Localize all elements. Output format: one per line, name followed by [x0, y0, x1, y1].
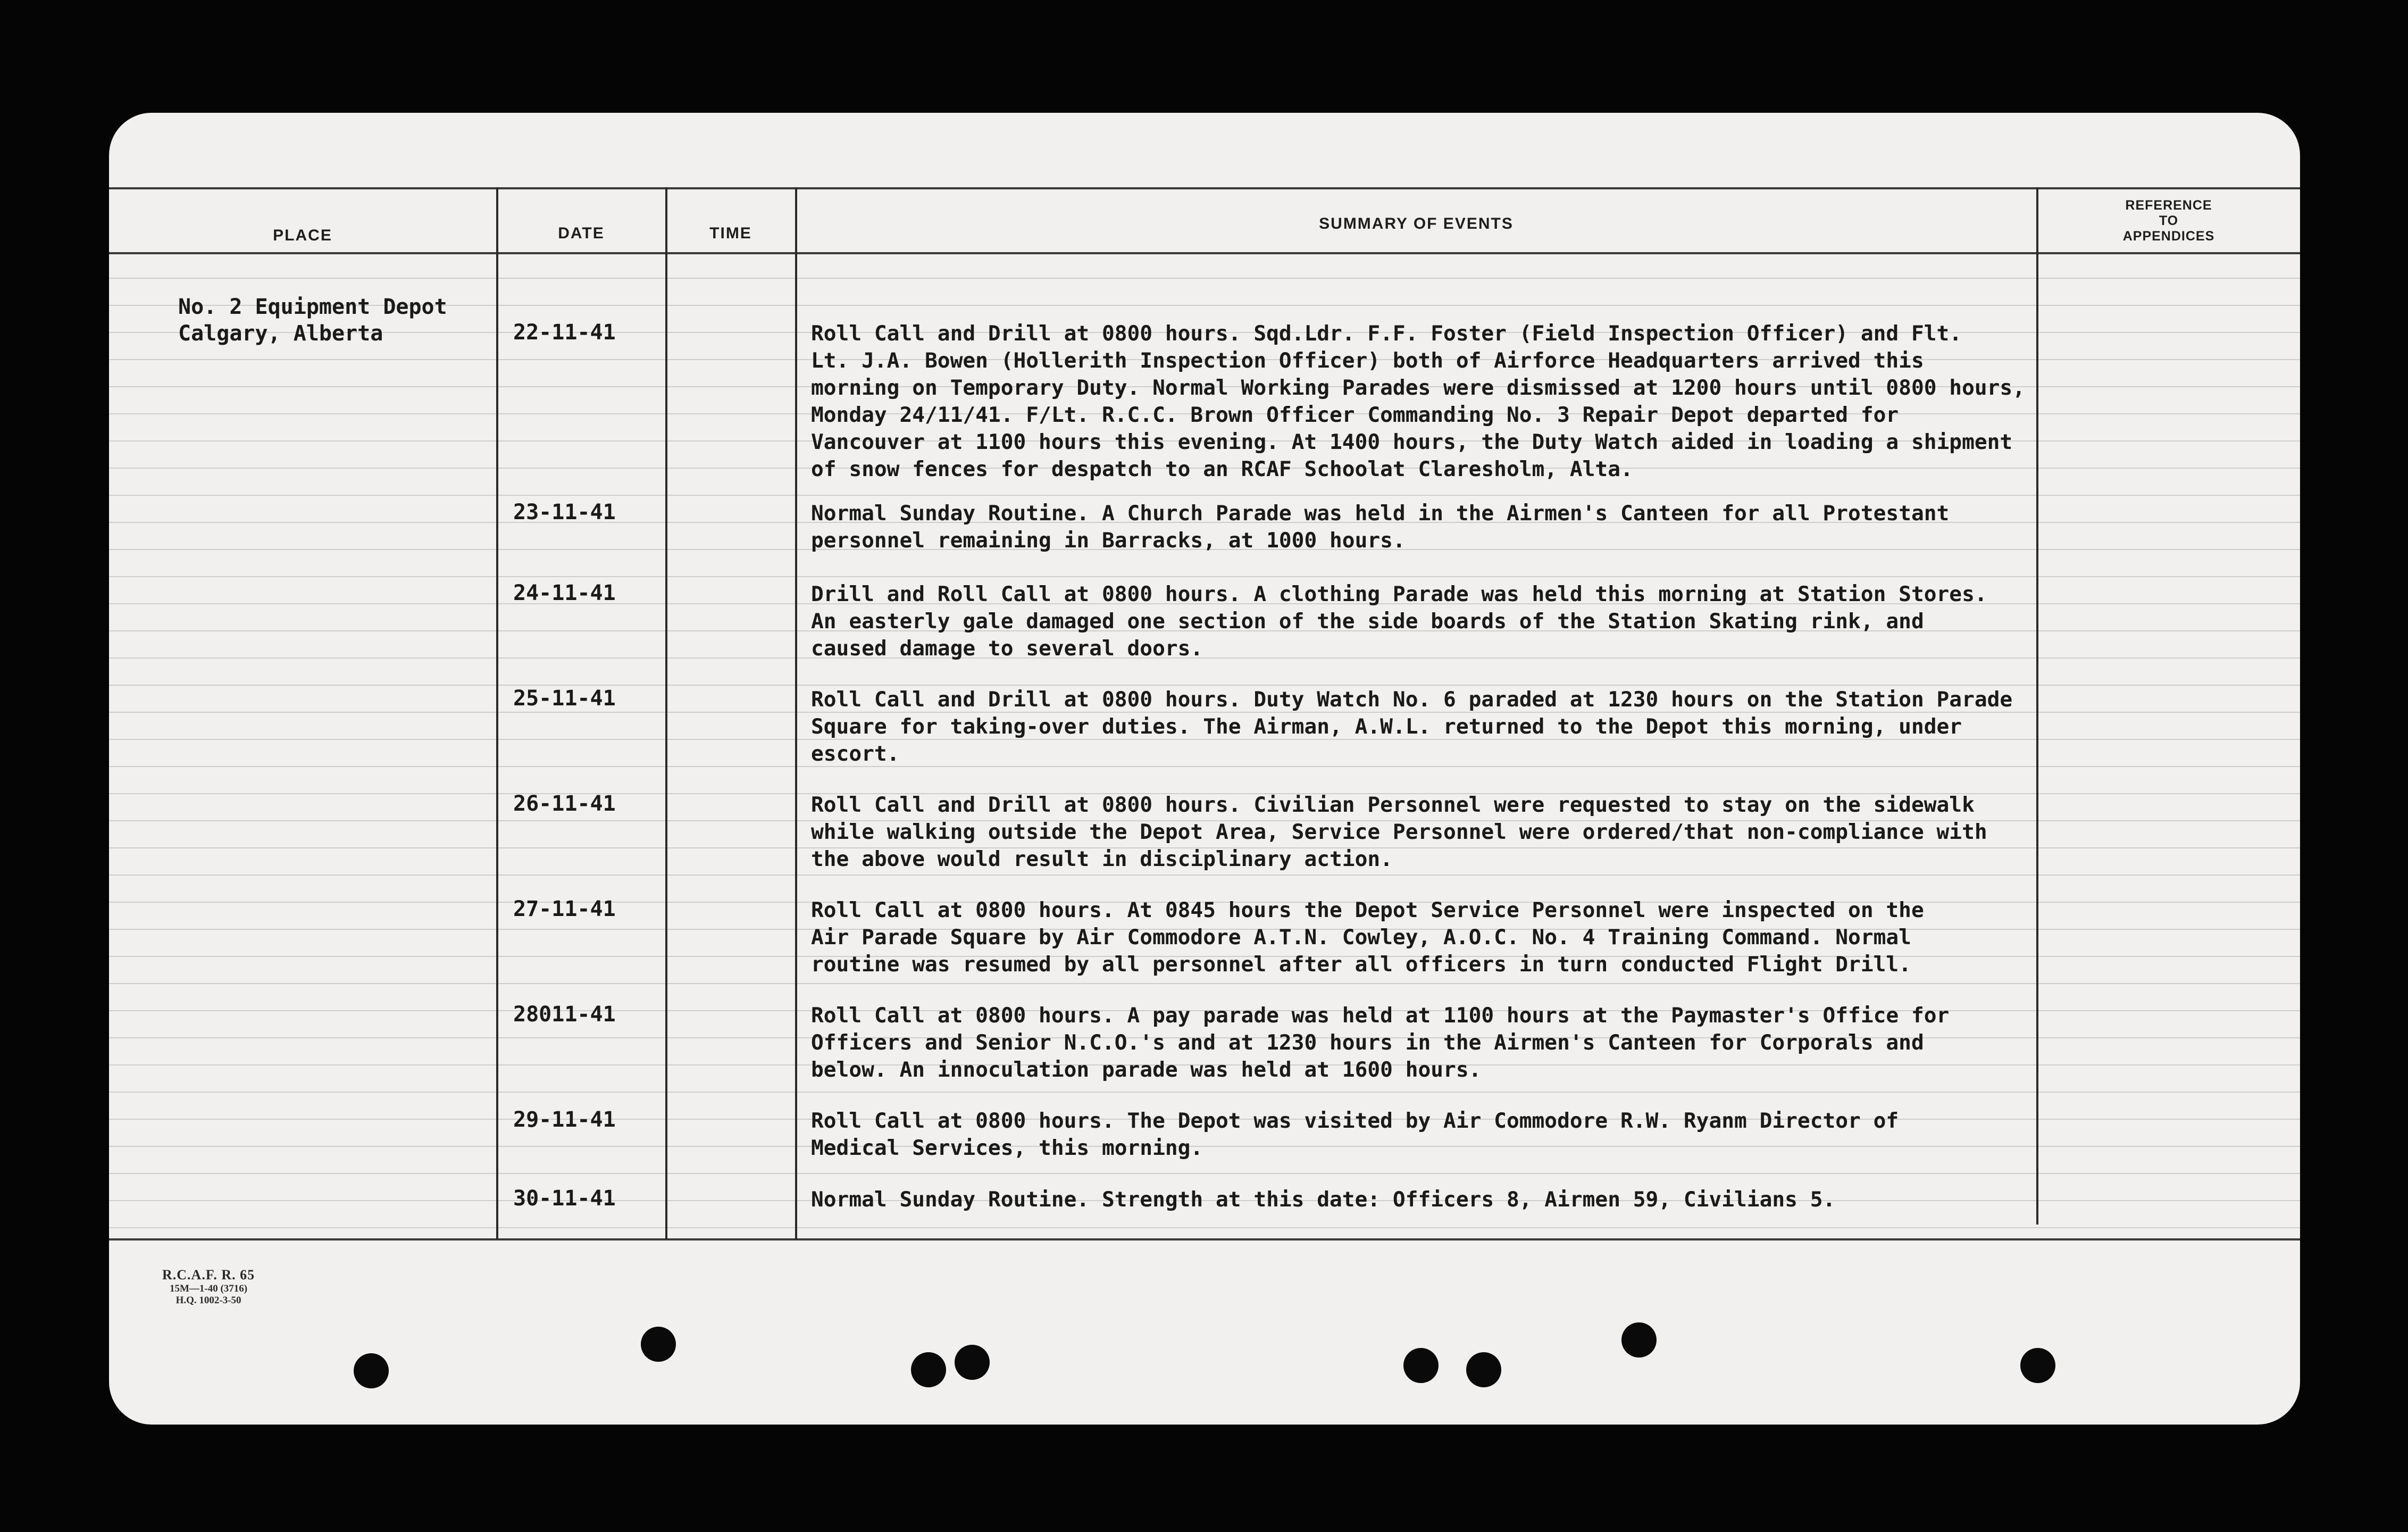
ruled-line [109, 1092, 2300, 1093]
entry-summary: Roll Call and Drill at 0800 hours. Duty Watch No. 6 paraded at 1230 hours on the Station Parade Square for taking-over duties. The Airman, A.W.L. returned to the Depot this morning, under escort. [811, 687, 2013, 766]
header-date: DATE [558, 224, 605, 242]
place-line-1: No. 2 Equipment Depot [178, 295, 447, 319]
entry-date: 25-11-41 [513, 686, 616, 711]
entry-summary: Roll Call at 0800 hours. The Depot was visited by Air Commodore R.W. Ryanm Director of Medical Services, this morning. [811, 1109, 1899, 1160]
table-bottom-line [109, 1238, 2300, 1240]
header-reference-line-1: REFERENCE [2125, 198, 2212, 213]
ruled-line [109, 983, 2300, 984]
header-time: TIME [709, 224, 752, 242]
punch-hole [1403, 1348, 1439, 1383]
time-summary-divider [795, 187, 797, 1239]
form-code-line-1: R.C.A.F. R. 65 [162, 1267, 255, 1283]
punch-hole [354, 1353, 389, 1388]
entry-date: 30-11-41 [513, 1186, 616, 1211]
ruled-line [109, 1227, 2300, 1228]
diary-card [109, 113, 2300, 1425]
place-cell [178, 294, 447, 347]
header-reference-line-3: APPENDICES [2122, 229, 2215, 244]
entry-date: 27-11-41 [513, 897, 616, 921]
entry-date: 28011-41 [513, 1002, 616, 1027]
form-code-line-2: 15M—1-40 (3716) [169, 1283, 248, 1294]
punch-hole [955, 1345, 990, 1380]
entry-date: 24-11-41 [513, 581, 616, 605]
place-line-2: Calgary, Alberta [178, 321, 383, 346]
punch-hole [1466, 1352, 1501, 1387]
header-top-line [109, 187, 2300, 189]
ruled-line [109, 1173, 2300, 1174]
punch-hole [2020, 1348, 2055, 1383]
punch-hole [911, 1352, 946, 1387]
entry-summary: Roll Call at 0800 hours. A pay parade was held at 1100 hours at the Paymaster's Office for Officers and Senior N.C.O.'s and at 1230 hours in the Airmen's Canteen for Corporals and below. An innoculation parade was held at 1600 hours. [811, 1003, 1950, 1082]
header-summary: SUMMARY OF EVENTS [1319, 215, 1514, 232]
entry-date: 26-11-41 [513, 792, 616, 816]
entry-summary: Roll Call and Drill at 0800 hours. Sqd.Ldr. F.F. Foster (Field Inspection Officer) and Flt. Lt. J.A. Bowen (Hollerith Inspection Officer) both of Airforce Headquarters arrived this morning on Temporary Duty. Normal Working Parades were dismissed at 1200 hours until 0800 hours, Monday 24/11/41. F/Lt. R.C.C. Brown Officer Commanding No. 3 Repair Depot departed for Vancouver at 1100 hours this evening. At 1400 hours, the Duty Watch aided in loading a shipment of snow fences for despatch to an RCAF Schoolat Claresholm, Alta. [811, 321, 2025, 481]
entry-summary: Normal Sunday Routine. A Church Parade was held in the Airmen's Canteen for all Protestant personnel remaining in Barracks, at 1000 hours. [811, 501, 1950, 553]
header-bottom-line [109, 252, 2300, 254]
header-place: PLACE [273, 227, 332, 244]
entry-summary: Roll Call at 0800 hours. At 0845 hours the Depot Service Personnel were inspected on the Air Parade Square by Air Commodore A.T.N. Cowley, A.O.C. No. 4 Training Command. Normal routine was resumed by all personnel after all officers in turn conducted Flight Drill. [811, 898, 1924, 977]
entry-summary: Normal Sunday Routine. Strength at this date: Officers 8, Airmen 59, Civilians 5. [811, 1187, 1836, 1212]
date-time-divider [665, 187, 667, 1239]
ruled-line [109, 875, 2300, 876]
header-reference [2037, 198, 2300, 244]
ruled-line [109, 278, 2300, 279]
place-date-divider [496, 187, 498, 1239]
header-reference-line-2: TO [2159, 213, 2179, 228]
ruled-line [109, 495, 2300, 496]
form-code [162, 1267, 255, 1306]
punch-hole [641, 1327, 676, 1362]
form-code-line-3: H.Q. 1002-3-50 [175, 1295, 241, 1306]
entry-summary: Roll Call and Drill at 0800 hours. Civilian Personnel were requested to stay on the sidewalk while walking outside the Depot Area, Service Personnel were ordered/that non-compliance with the above would result in disciplinary action. [811, 793, 1987, 871]
ruled-line [109, 685, 2300, 686]
entry-date: 23-11-41 [513, 500, 616, 524]
entry-date: 29-11-41 [513, 1108, 616, 1132]
ruled-line [109, 576, 2300, 577]
punch-hole [1621, 1322, 1657, 1358]
entry-date: 22-11-41 [513, 320, 616, 345]
entry-summary: Drill and Roll Call at 0800 hours. A clothing Parade was held this morning at Station Stores. An easterly gale damaged one section of the side boards of the Station Skating rink, and caused damage to several doors. [811, 582, 1987, 661]
